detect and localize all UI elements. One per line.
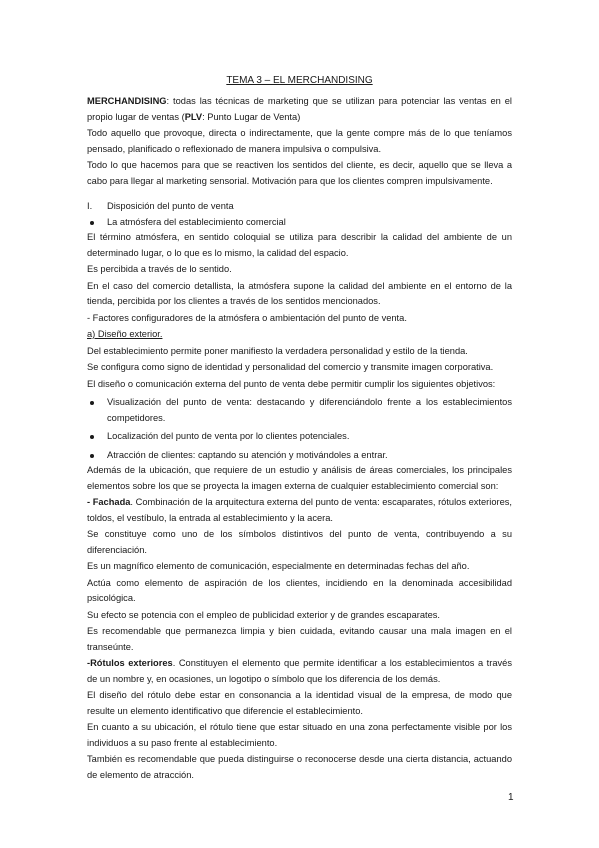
paragraph: Es percibida a través de lo sentido.	[87, 264, 232, 274]
section-title: Disposición del punto de venta	[107, 201, 234, 211]
paragraph: Es un magnífico elemento de comunicación, especialmente en determinadas fechas del año.	[87, 561, 470, 571]
paragraph: Del establecimiento permite poner manifiesto la verdadera personalidad y estilo de la tienda.	[87, 345, 468, 356]
document-title: TEMA 3 – EL MERCHANDISING	[226, 75, 373, 86]
rotulos-text: . Constituyen el elemento que permite identificar a los establecimientos a través de un nombre y, en ocasiones, un logotipo o símbolo que los diferencia de los demás.	[87, 658, 512, 684]
definition-part-a: : todas las técnicas de marketing que se utilizan para potenciar las ventas en el propio lugar de ventas (	[87, 96, 512, 122]
fachada-prefix: -	[87, 497, 93, 507]
objective-text: Atracción de clientes: captando su atención y motivándoles a entrar.	[107, 449, 388, 460]
objective-text: Visualización del punto de venta: destacando y diferenciándolo frente a los establecimientos competidores.	[107, 397, 512, 423]
list-item	[87, 429, 512, 445]
paragraph: Se constituye como uno de los símbolos distintivos del punto de venta, contribuyendo a su diferenciación.	[87, 529, 512, 555]
bullet-icon	[87, 215, 107, 231]
paragraph: En el caso del comercio detallista, la atmósfera supone la calidad del ambiente en el entorno de la tienda, percibida por los clientes a través de los sentidos mencionados.	[87, 280, 512, 306]
rotulos-paragraph	[87, 656, 512, 687]
paragraph: - Factores configuradores de la atmósfera o ambientación del punto de venta.	[87, 312, 407, 323]
document-body	[87, 94, 512, 784]
fachada-paragraph	[87, 495, 512, 526]
fachada-text: . Combinación de la arquitectura externa del punto de venta: escaparates, rótulos exteriores, toldos, el vestíbulo, la entrada al establecimiento y la acera.	[87, 497, 512, 523]
paragraph: El diseño del rótulo debe estar en consonancia a la identidad visual de la empresa, de modo que resulte un elemento identificativo que diferencie el establecimiento.	[87, 690, 512, 716]
list-item	[87, 448, 512, 464]
paragraph: Su efecto se potencia con el empleo de publicidad exterior y de grandes escaparates.	[87, 609, 440, 620]
fachada-term: Fachada	[92, 497, 131, 507]
plv-term: PLV	[184, 111, 203, 122]
list-item	[87, 395, 512, 426]
merchandising-term: MERCHANDISING	[87, 96, 167, 106]
paragraph: El diseño o comunicación externa del punto de venta debe permitir cumplir los siguientes objetivos:	[87, 378, 496, 389]
paragraph: El término atmósfera, en sentido coloquial se utiliza para describir la calidad del ambiente de un determinado lugar, o lo que es lo mismo, la calidad del espacio.	[87, 232, 512, 258]
intro-paragraph-2: Todo aquello que provoque, directa o indirectamente, que la gente compre más de lo que teníamos pensado, planificado o reflexionado de manera impulsiva o compulsiva.	[87, 128, 512, 154]
paragraph: En cuanto a su ubicación, el rótulo tiene que estar situado en una zona perfectamente visible por los individuos a su paso frente al establecimiento.	[87, 722, 512, 748]
subsection-title: La atmósfera del establecimiento comercial	[107, 216, 286, 227]
bullet-icon	[87, 395, 107, 426]
subheading-diseno-exterior: a) Diseño exterior.	[87, 329, 163, 339]
rotulos-term: -Rótulos exteriores	[87, 658, 173, 668]
objective-text: Localización del punto de venta por lo clientes potenciales.	[107, 431, 350, 441]
paragraph: Es recomendable que permanezca limpia y bien cuidada, evitando causar una mala imagen en el transeúnte.	[87, 626, 512, 652]
paragraph: Actúa como elemento de aspiración de los clientes, incidiendo en la denominada accesibilidad psicológica.	[87, 577, 512, 603]
section-heading	[87, 199, 512, 215]
definition-part-b: : Punto Lugar de Venta)	[202, 111, 301, 122]
section-number: I.	[87, 201, 93, 211]
subsection-bullet	[87, 215, 512, 231]
bullet-icon	[87, 448, 107, 464]
intro-paragraph-3: Todo lo que hacemos para que se reactiven los sentidos del cliente, es decir, aquello que se lleva a cabo para llegar al marketing sensorial. Motivación para que los clientes compren impulsivamente.	[87, 160, 512, 186]
paragraph: También es recomendable que pueda distinguirse o reconocerse desde una cierta distancia, actuando de elemento de atracción.	[87, 754, 512, 780]
paragraph: Se configura como signo de identidad y personalidad del comercio y transmite imagen corporativa.	[87, 362, 494, 372]
paragraph: Además de la ubicación, que requiere de un estudio y análisis de áreas comerciales, los principales elementos sobre los que se proyecta la imagen externa de cualquier establecimiento comercial son:	[87, 465, 512, 491]
bullet-icon	[87, 429, 107, 445]
intro-definition	[87, 94, 512, 125]
page-number: 1	[508, 792, 514, 803]
